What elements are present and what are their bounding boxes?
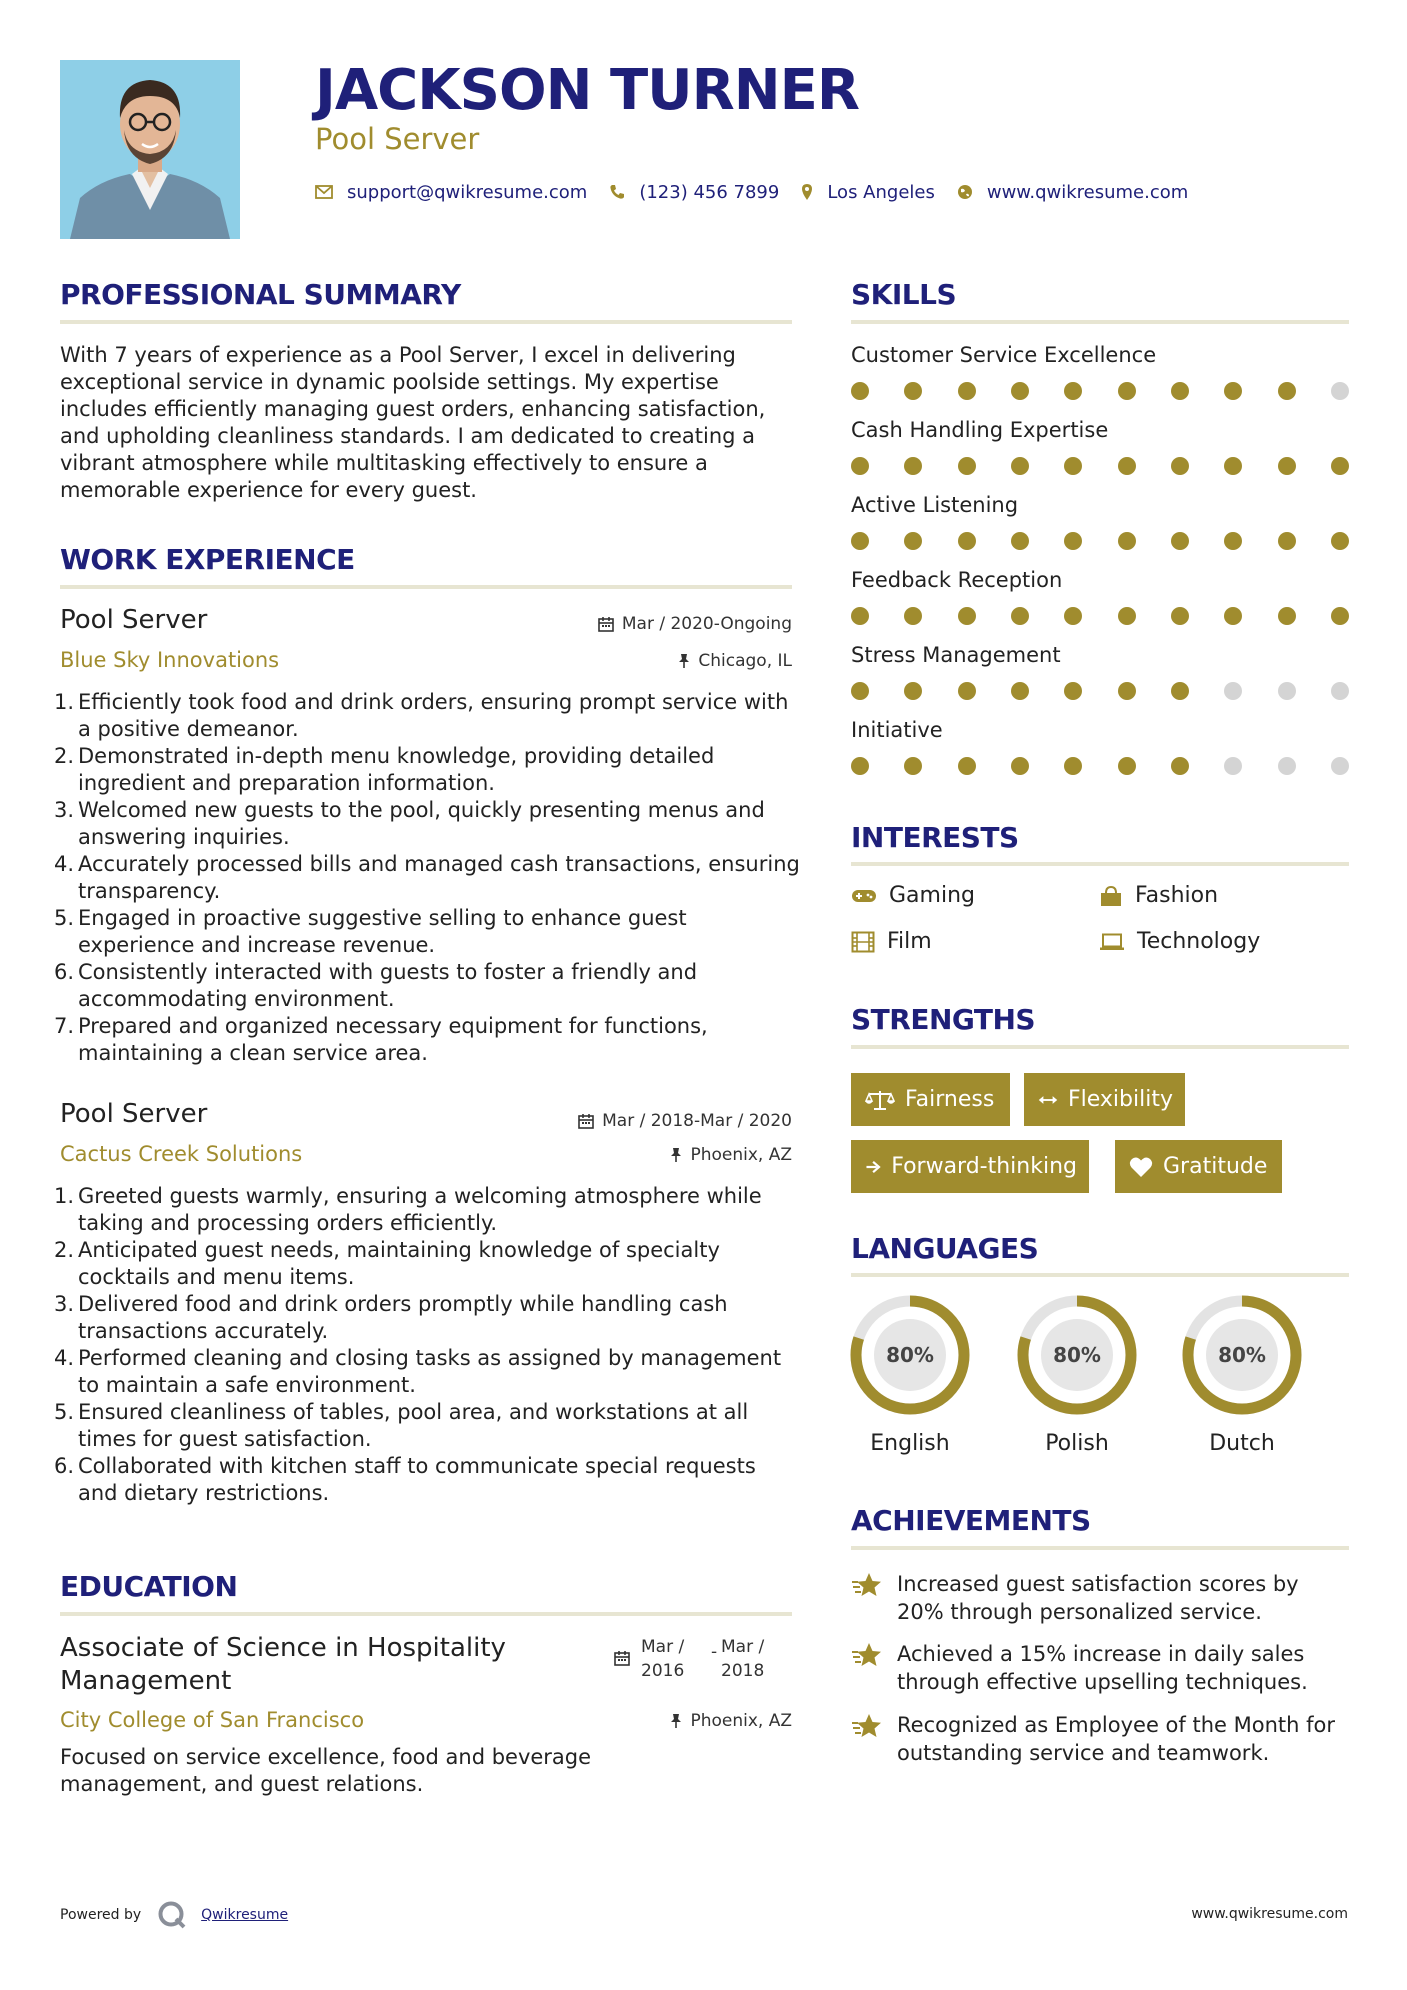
profile-photo bbox=[60, 60, 240, 239]
skill-dot-filled bbox=[1011, 757, 1029, 775]
education-location bbox=[480, 1711, 792, 1731]
job-1-duties bbox=[54, 689, 800, 1067]
skill-dot-filled bbox=[1224, 457, 1242, 475]
interest-item: Film bbox=[851, 929, 932, 954]
list-item: 3. Delivered food and drink orders promptly while handling cash transactions accurately. bbox=[54, 1292, 728, 1343]
profile-photo-illustration bbox=[60, 60, 240, 239]
job-1-location-text: Chicago, IL bbox=[698, 651, 792, 671]
skill-dot-filled bbox=[1278, 382, 1296, 400]
education-end-date: Mar / 2018 bbox=[721, 1637, 765, 1681]
skill-dot-filled bbox=[1224, 607, 1242, 625]
experience-heading: WORK EXPERIENCE bbox=[60, 543, 355, 576]
contact-location bbox=[801, 182, 935, 203]
skill-dot-filled bbox=[1331, 532, 1349, 550]
skill-dot-filled bbox=[1064, 457, 1082, 475]
job-2-duties bbox=[54, 1183, 800, 1507]
contact-bar bbox=[315, 178, 1210, 206]
skill-dot-empty bbox=[1331, 757, 1349, 775]
summary-rule bbox=[60, 320, 792, 324]
contact-website[interactable] bbox=[957, 182, 1188, 203]
film-icon bbox=[851, 931, 875, 953]
skill-name: Stress Management bbox=[851, 643, 1061, 667]
skill-dot-filled bbox=[904, 607, 922, 625]
language-percent: 80% bbox=[1218, 1343, 1266, 1367]
skill-name: Initiative bbox=[851, 718, 943, 742]
contact-phone[interactable] bbox=[609, 182, 779, 203]
summary-heading: PROFESSIONAL SUMMARY bbox=[60, 278, 461, 311]
qwikresume-logo-icon bbox=[157, 1900, 187, 1930]
language-name: Dutch bbox=[1209, 1431, 1275, 1456]
language-percent: 80% bbox=[886, 1343, 934, 1367]
globe-icon bbox=[957, 184, 973, 200]
skills-rule bbox=[851, 320, 1349, 324]
star-award-icon bbox=[851, 1713, 883, 1739]
skill-dot-filled bbox=[1118, 382, 1136, 400]
job-1-date-text: Mar / 2020-Ongoing bbox=[621, 614, 792, 634]
skill-dot-filled bbox=[1171, 382, 1189, 400]
phone-icon bbox=[609, 184, 625, 200]
language-name: Polish bbox=[1045, 1431, 1109, 1456]
language-percent: 80% bbox=[1053, 1343, 1101, 1367]
education-description: Focused on service excellence, food and beverage management, and guest relations. bbox=[60, 1745, 592, 1796]
skill-dot-filled bbox=[851, 382, 869, 400]
skill-rating bbox=[851, 531, 1349, 551]
pushpin-icon bbox=[670, 1147, 682, 1163]
skill-dot-filled bbox=[958, 532, 976, 550]
skill-dot-filled bbox=[1064, 532, 1082, 550]
skill-dot-empty bbox=[1224, 757, 1242, 775]
skill-dot-filled bbox=[1171, 757, 1189, 775]
strength-badge: Gratitude bbox=[1115, 1140, 1282, 1193]
job-2-location bbox=[480, 1145, 792, 1165]
skill-dot-filled bbox=[1011, 457, 1029, 475]
job-2-company: Cactus Creek Solutions bbox=[60, 1142, 303, 1166]
skill-dot-filled bbox=[1171, 532, 1189, 550]
interest-item: Fashion bbox=[1099, 883, 1218, 908]
skill-rating bbox=[851, 606, 1349, 626]
skill-dot-filled bbox=[1064, 382, 1082, 400]
skill-dot-filled bbox=[1118, 457, 1136, 475]
calendar-icon bbox=[598, 616, 614, 632]
list-item: 4. Performed cleaning and closing tasks as assigned by management to maintain a safe environment. bbox=[54, 1346, 782, 1397]
strength-badge: Forward-thinking bbox=[851, 1140, 1089, 1193]
contact-phone-text: (123) 456 7899 bbox=[639, 181, 780, 203]
list-item: 6. Consistently interacted with guests to foster a friendly and accommodating environment. bbox=[54, 960, 698, 1011]
contact-email[interactable] bbox=[315, 182, 587, 203]
skill-dot-filled bbox=[1118, 607, 1136, 625]
skill-dot-filled bbox=[1331, 607, 1349, 625]
skill-dot-filled bbox=[958, 607, 976, 625]
achievement-item: Achieved a 15% increase in daily sales through effective upselling techniques. bbox=[851, 1640, 1351, 1696]
skill-dot-empty bbox=[1278, 682, 1296, 700]
education-rule bbox=[60, 1612, 792, 1616]
achievements-heading: ACHIEVEMENTS bbox=[851, 1504, 1091, 1537]
candidate-role: Pool Server bbox=[315, 122, 480, 156]
skill-dot-filled bbox=[904, 382, 922, 400]
strength-badge: Fairness bbox=[851, 1073, 1010, 1126]
education-degree: Associate of Science in Hospitality Management bbox=[60, 1633, 506, 1696]
skill-dot-empty bbox=[1331, 382, 1349, 400]
skill-dot-filled bbox=[1224, 382, 1242, 400]
skill-name: Customer Service Excellence bbox=[851, 343, 1157, 367]
calendar-icon bbox=[614, 1650, 630, 1666]
job-2-title: Pool Server bbox=[60, 1099, 208, 1129]
skill-dot-filled bbox=[1331, 457, 1349, 475]
contact-location-text: Los Angeles bbox=[827, 181, 935, 203]
balance-scale-icon bbox=[865, 1089, 895, 1111]
skill-dot-filled bbox=[1011, 382, 1029, 400]
language-name: English bbox=[870, 1431, 950, 1456]
heart-icon bbox=[1129, 1156, 1153, 1178]
skill-name: Cash Handling Expertise bbox=[851, 418, 1109, 442]
skill-dot-filled bbox=[1224, 532, 1242, 550]
pushpin-icon bbox=[670, 1713, 682, 1729]
skill-dot-filled bbox=[1278, 532, 1296, 550]
skill-dot-filled bbox=[958, 757, 976, 775]
job-2-date bbox=[480, 1111, 792, 1131]
skill-rating bbox=[851, 756, 1349, 776]
language-ring bbox=[1180, 1293, 1304, 1417]
skill-dot-filled bbox=[904, 757, 922, 775]
skill-dot-filled bbox=[958, 382, 976, 400]
skill-dot-filled bbox=[1171, 457, 1189, 475]
skill-dot-filled bbox=[904, 532, 922, 550]
skill-dot-filled bbox=[958, 682, 976, 700]
envelope-icon bbox=[315, 185, 333, 199]
job-1-location bbox=[480, 651, 792, 671]
skill-dot-filled bbox=[1011, 532, 1029, 550]
skills-heading: SKILLS bbox=[851, 278, 957, 311]
skill-dot-empty bbox=[1278, 757, 1296, 775]
list-item: 6. Collaborated with kitchen staff to communicate special requests and dietary restrictions. bbox=[54, 1454, 756, 1505]
languages-heading: LANGUAGES bbox=[851, 1232, 1039, 1265]
list-item: 4. Accurately processed bills and managed cash transactions, ensuring transparency. bbox=[54, 852, 800, 903]
language-item bbox=[1015, 1293, 1139, 1456]
brand-link[interactable]: Qwikresume bbox=[201, 1907, 289, 1923]
skill-dot-filled bbox=[1064, 757, 1082, 775]
skill-dot-filled bbox=[851, 607, 869, 625]
calendar-icon-wrap bbox=[614, 1650, 630, 1670]
skill-rating bbox=[851, 381, 1349, 401]
interests-rule bbox=[851, 862, 1349, 866]
language-item bbox=[1180, 1293, 1304, 1456]
skill-dot-filled bbox=[851, 682, 869, 700]
contact-email-text: support@qwikresume.com bbox=[347, 181, 588, 203]
list-item: 2. Anticipated guest needs, maintaining knowledge of specialty cocktails and menu items. bbox=[54, 1238, 720, 1289]
achievements-rule bbox=[851, 1546, 1349, 1550]
list-item: 7. Prepared and organized necessary equipment for functions, maintaining a clean service area. bbox=[54, 1014, 708, 1065]
education-start-date: Mar / 2016 bbox=[641, 1637, 685, 1681]
skill-dot-filled bbox=[1278, 457, 1296, 475]
calendar-icon bbox=[578, 1113, 594, 1129]
interests-heading: INTERESTS bbox=[851, 821, 1019, 854]
achievement-item: Increased guest satisfaction scores by 20% through personalized service. bbox=[851, 1570, 1351, 1626]
skill-dot-filled bbox=[1171, 682, 1189, 700]
skill-dot-filled bbox=[1171, 607, 1189, 625]
laptop-icon bbox=[1099, 933, 1125, 951]
candidate-name: JACKSON TURNER bbox=[315, 58, 860, 123]
skill-dot-filled bbox=[1064, 607, 1082, 625]
skill-dot-filled bbox=[851, 457, 869, 475]
skill-dot-filled bbox=[1011, 682, 1029, 700]
skill-dot-empty bbox=[1331, 682, 1349, 700]
strengths-rule bbox=[851, 1045, 1349, 1049]
education-heading: EDUCATION bbox=[60, 1570, 238, 1603]
job-1-title: Pool Server bbox=[60, 605, 208, 635]
skill-dot-filled bbox=[904, 457, 922, 475]
job-2-location-text: Phoenix, AZ bbox=[690, 1145, 792, 1165]
skill-dot-filled bbox=[851, 757, 869, 775]
list-item: 2. Demonstrated in-depth menu knowledge, providing detailed ingredient and preparation information. bbox=[54, 744, 715, 795]
skill-dot-filled bbox=[1278, 607, 1296, 625]
skill-dot-filled bbox=[1118, 682, 1136, 700]
language-ring bbox=[848, 1293, 972, 1417]
skill-dot-filled bbox=[958, 457, 976, 475]
education-date-dash: - bbox=[711, 1642, 718, 1662]
list-item: 5. Engaged in proactive suggestive selling to enhance guest experience and increase revenue. bbox=[54, 906, 687, 957]
experience-rule bbox=[60, 585, 792, 589]
strengths-heading: STRENGTHS bbox=[851, 1003, 1036, 1036]
footer-website[interactable]: www.qwikresume.com bbox=[1191, 1906, 1348, 1922]
shopping-bag-icon bbox=[1099, 885, 1123, 907]
skill-dot-empty bbox=[1224, 682, 1242, 700]
skill-dot-filled bbox=[1064, 682, 1082, 700]
language-item bbox=[848, 1293, 972, 1456]
job-1-date bbox=[480, 614, 792, 634]
job-1-company: Blue Sky Innovations bbox=[60, 648, 280, 672]
education-location-text: Phoenix, AZ bbox=[690, 1711, 792, 1731]
skill-dot-filled bbox=[1118, 532, 1136, 550]
pushpin-icon bbox=[678, 653, 690, 669]
summary-text: With 7 years of experience as a Pool Server, I excel in delivering exceptional service in dynamic poolside settings. My expertise includes efficiently managing guest orders, enhancing satisfaction, and upholding cleanliness standards. I am dedicated to creating a vibrant atmosphere while multitasking effectively to ensure a memorable experience for every guest. bbox=[60, 343, 766, 502]
language-ring bbox=[1015, 1293, 1139, 1417]
strength-badge: Flexibility bbox=[1024, 1073, 1185, 1126]
contact-website-text: www.qwikresume.com bbox=[986, 181, 1189, 203]
languages-rule bbox=[851, 1273, 1349, 1277]
list-item: 5. Ensured cleanliness of tables, pool area, and workstations at all times for guest satisfaction. bbox=[54, 1400, 749, 1451]
interest-item: Technology bbox=[1099, 929, 1260, 954]
footer-powered-by bbox=[60, 1900, 288, 1930]
skill-dot-filled bbox=[904, 682, 922, 700]
job-2-date-text: Mar / 2018-Mar / 2020 bbox=[602, 1111, 792, 1131]
skill-rating bbox=[851, 456, 1349, 476]
list-item: 1. Efficiently took food and drink orders, ensuring prompt service with a positive demeanor. bbox=[54, 690, 789, 741]
arrows-horizontal-icon bbox=[1038, 1093, 1058, 1107]
list-item: 1. Greeted guests warmly, ensuring a welcoming atmosphere while taking and processing orders efficiently. bbox=[54, 1184, 762, 1235]
list-item: 3. Welcomed new guests to the pool, quickly presenting menus and answering inquiries. bbox=[54, 798, 765, 849]
star-award-icon bbox=[851, 1642, 883, 1668]
skill-dot-filled bbox=[1011, 607, 1029, 625]
arrow-right-icon bbox=[865, 1157, 881, 1177]
education-school: City College of San Francisco bbox=[60, 1708, 365, 1732]
skill-name: Active Listening bbox=[851, 493, 1019, 517]
achievement-item: Recognized as Employee of the Month for outstanding service and teamwork. bbox=[851, 1711, 1351, 1767]
star-award-icon bbox=[851, 1572, 883, 1598]
map-marker-icon bbox=[801, 183, 813, 201]
skill-dot-filled bbox=[851, 532, 869, 550]
skill-rating bbox=[851, 681, 1349, 701]
skill-dot-filled bbox=[1118, 757, 1136, 775]
gamepad-icon bbox=[851, 888, 877, 904]
powered-by-label: Powered by bbox=[60, 1907, 142, 1923]
skill-name: Feedback Reception bbox=[851, 568, 1063, 592]
interest-item: Gaming bbox=[851, 883, 975, 908]
